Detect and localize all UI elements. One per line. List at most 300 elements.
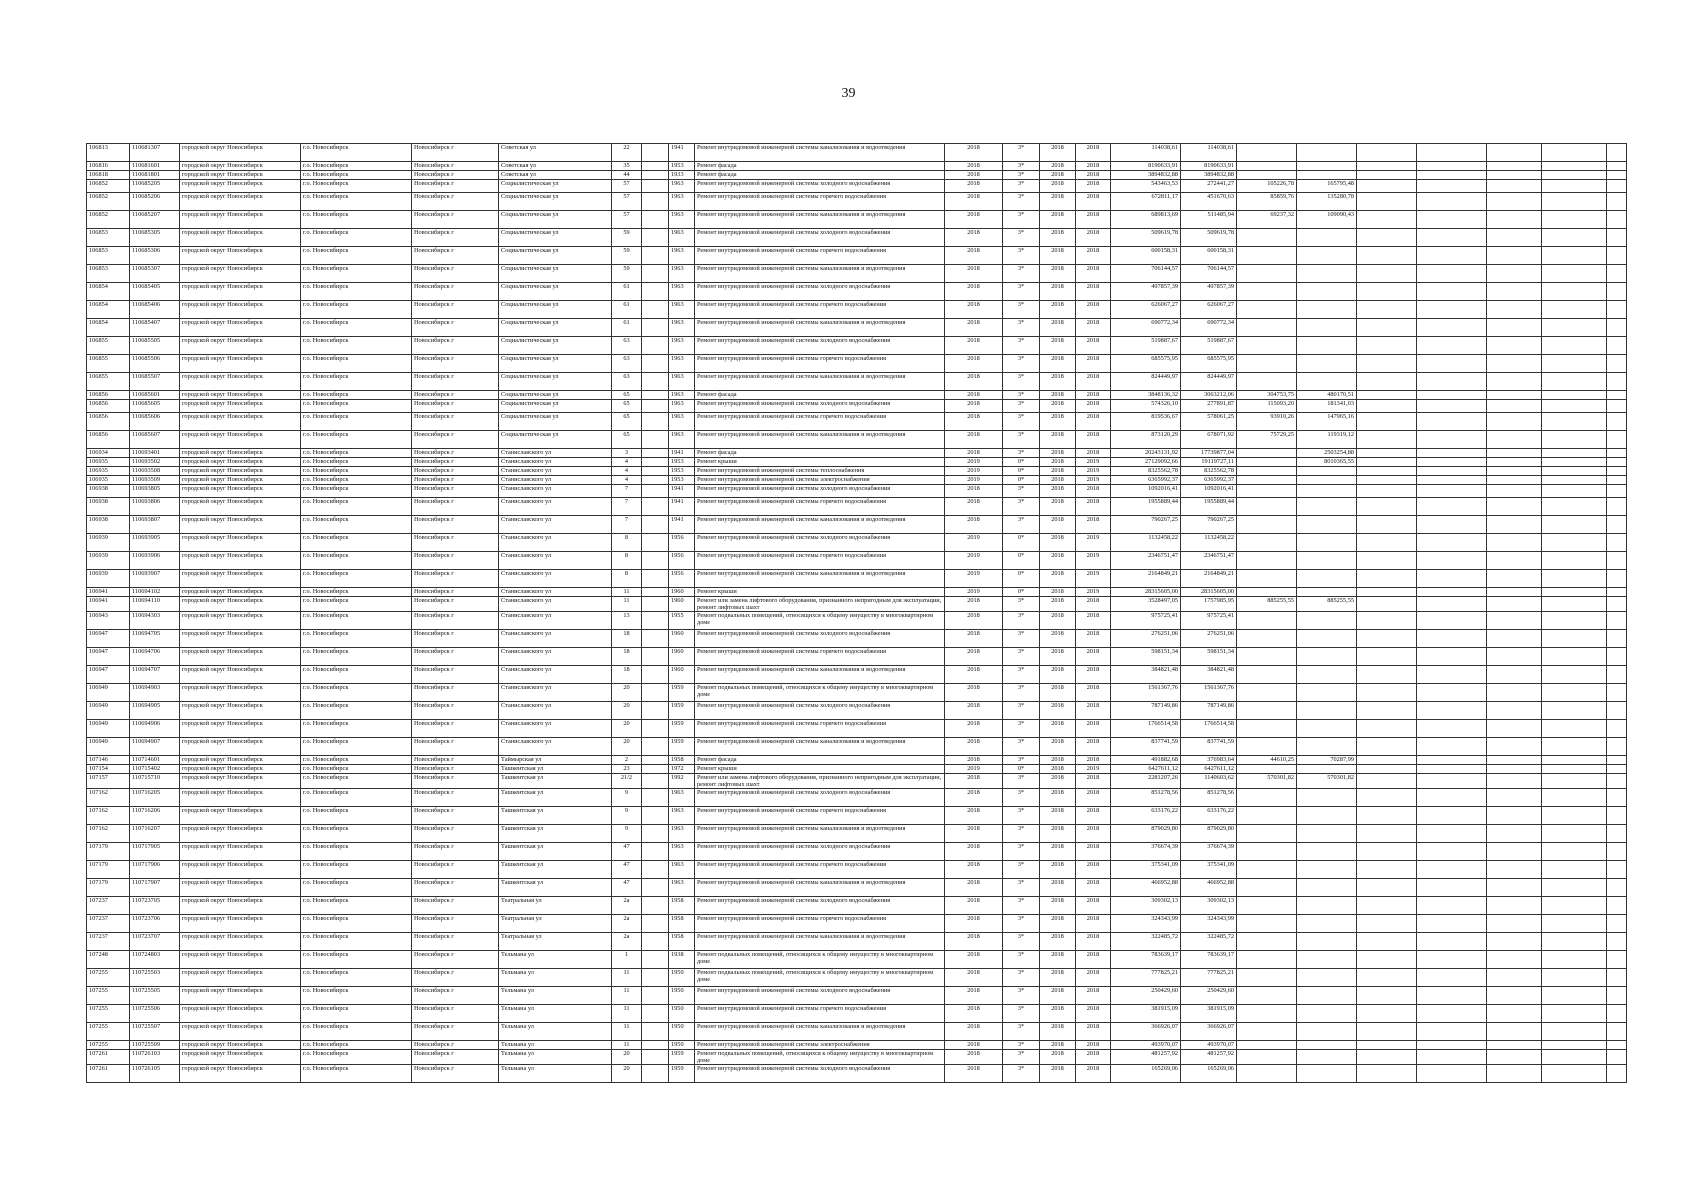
table-cell: Новосибирск г [412, 765, 499, 774]
table-cell: 384821,48 [1111, 666, 1181, 684]
table-cell: 2018 [1076, 413, 1111, 431]
table-cell [1297, 1005, 1357, 1023]
table-cell: 1958 [669, 933, 695, 951]
table-cell [1237, 789, 1297, 807]
table-cell: 2018 [1040, 702, 1076, 720]
table-cell: 20 [612, 684, 642, 702]
table-cell: 2018 [945, 449, 1003, 458]
table-cell: Новосибирск г [412, 570, 499, 588]
table-cell [642, 666, 669, 684]
table-cell [1542, 684, 1607, 702]
table-cell [1357, 570, 1417, 588]
table-cell: Новосибирск г [412, 588, 499, 597]
table-cell: городской округ Новосибирск [180, 969, 301, 987]
table-cell: 110693509 [130, 476, 180, 485]
table-cell: 2018 [945, 933, 1003, 951]
table-cell: 3* [1003, 630, 1040, 648]
table-cell: 110685605 [130, 400, 180, 413]
table-cell [1487, 301, 1542, 319]
table-cell: 2018 [1040, 933, 1076, 951]
table-cell [1542, 612, 1607, 630]
table-cell [642, 1050, 669, 1065]
table-cell [1417, 612, 1487, 630]
table-cell: Ташкентская ул [499, 879, 612, 897]
table-cell: Ташкентская ул [499, 807, 612, 825]
table-cell: 885255,55 [1237, 597, 1297, 612]
table-cell: Ремонт внутридомовой инженерной системы холодного водоснабжения [695, 400, 945, 413]
table-cell: 366926,07 [1181, 1023, 1237, 1041]
table-cell [1487, 774, 1542, 789]
table-cell: 885255,55 [1297, 597, 1357, 612]
table-cell: 2018 [1076, 265, 1111, 283]
table-cell [1487, 467, 1542, 476]
table-cell: 1956 [669, 552, 695, 570]
table-cell: 107179 [87, 879, 130, 897]
table-cell: Ремонт внутридомовой инженерной системы горячего водоснабжения [695, 1005, 945, 1023]
table-cell: Новосибирск г [412, 193, 499, 211]
table-cell: 110694707 [130, 666, 180, 684]
table-cell: Новосибирск г [412, 879, 499, 897]
table-cell: Ремонт или замена лифтового оборудования, признанного непригодным для эксплуатации, ремонт лифтовых шахт [695, 597, 945, 612]
table-cell: 110725509 [130, 1041, 180, 1050]
table-cell: 106939 [87, 570, 130, 588]
table-cell [1357, 612, 1417, 630]
table-cell: Новосибирск г [412, 648, 499, 666]
table-cell [1357, 789, 1417, 807]
table-cell: городской округ Новосибирск [180, 765, 301, 774]
table-cell: 3* [1003, 1005, 1040, 1023]
table-cell: Ремонт внутридомовой инженерной системы канализования и водоотведения [695, 933, 945, 951]
table-cell: 107261 [87, 1065, 130, 1083]
table-cell: Ремонт внутридомовой инженерной системы канализования и водоотведения [695, 825, 945, 843]
table-cell [1297, 247, 1357, 265]
table-row [87, 1005, 1627, 1023]
table-row [87, 193, 1627, 211]
table-row [87, 355, 1627, 373]
table-cell: 777825,21 [1181, 969, 1237, 987]
table-cell: 824449,97 [1181, 373, 1237, 391]
table-cell: 110685205 [130, 180, 180, 193]
table-cell [1237, 247, 1297, 265]
table-cell [1237, 720, 1297, 738]
table-cell [1357, 485, 1417, 498]
table-cell: 2018 [1040, 915, 1076, 933]
table-cell: 493970,07 [1111, 1041, 1181, 1050]
table-cell [1357, 247, 1417, 265]
table-cell [642, 897, 669, 915]
table-cell: г.о. Новосибирск [301, 467, 412, 476]
table-cell [642, 1041, 669, 1050]
table-row [87, 337, 1627, 355]
table-cell: 44610,25 [1237, 756, 1297, 765]
table-cell: 2018 [945, 1023, 1003, 1041]
table-cell: г.о. Новосибирск [301, 825, 412, 843]
table-cell: 6427611,12 [1181, 765, 1237, 774]
table-cell: 1950 [669, 987, 695, 1005]
table-cell: Новосибирск г [412, 373, 499, 391]
table-cell: 1941 [669, 449, 695, 458]
table-cell [1607, 467, 1627, 476]
table-cell: 2018 [1040, 319, 1076, 337]
table-cell [642, 597, 669, 612]
table-cell: 466952,88 [1111, 879, 1181, 897]
table-cell [1357, 373, 1417, 391]
table-cell: 107255 [87, 969, 130, 987]
table-cell [1542, 449, 1607, 458]
table-cell [1487, 413, 1542, 431]
table-cell [1237, 1023, 1297, 1041]
table-cell [1417, 789, 1487, 807]
table-cell: 19119727,11 [1181, 458, 1237, 467]
table-cell: 107261 [87, 1050, 130, 1065]
table-cell [1542, 498, 1607, 516]
table-cell: 2018 [1040, 738, 1076, 756]
table-cell: 3528497,05 [1111, 597, 1181, 612]
table-cell: 2018 [945, 951, 1003, 969]
table-cell [1297, 373, 1357, 391]
table-cell: 20 [612, 738, 642, 756]
table-cell [1417, 229, 1487, 247]
table-row [87, 765, 1627, 774]
table-cell: 2018 [1040, 612, 1076, 630]
table-cell: 277891,87 [1181, 400, 1237, 413]
table-cell: 2018 [945, 211, 1003, 229]
table-cell: 4 [612, 467, 642, 476]
table-cell: 3* [1003, 720, 1040, 738]
table-cell: 2164849,21 [1181, 570, 1237, 588]
table-row [87, 861, 1627, 879]
table-cell: 0* [1003, 570, 1040, 588]
table-cell [1487, 897, 1542, 915]
table-row [87, 485, 1627, 498]
table-cell [1297, 987, 1357, 1005]
table-cell [1237, 1050, 1297, 1065]
table-cell [1487, 720, 1542, 738]
table-cell: 1959 [669, 702, 695, 720]
table-cell [1542, 1065, 1607, 1083]
table-cell: городской округ Новосибирск [180, 1041, 301, 1050]
table-cell: 13 [612, 612, 642, 630]
table-cell: Новосибирск г [412, 229, 499, 247]
table-cell: 2018 [1040, 337, 1076, 355]
table-cell: 2018 [1040, 756, 1076, 765]
table-cell: 44 [612, 171, 642, 180]
table-cell [1297, 1023, 1357, 1041]
table-cell [642, 969, 669, 987]
table-cell [1607, 301, 1627, 319]
table-cell: Социалистическая ул [499, 265, 612, 283]
table-cell: 2018 [1040, 467, 1076, 476]
table-cell [1487, 1050, 1542, 1065]
table-cell [642, 951, 669, 969]
table-cell: городской округ Новосибирск [180, 355, 301, 373]
table-cell: Новосибирск г [412, 400, 499, 413]
table-cell: 3* [1003, 265, 1040, 283]
table-cell: 110685307 [130, 265, 180, 283]
table-cell [1542, 774, 1607, 789]
table-cell: 2018 [1076, 193, 1111, 211]
table-cell [1542, 476, 1607, 485]
table-cell [1542, 570, 1607, 588]
table-cell [1487, 373, 1542, 391]
table-cell: 3* [1003, 1041, 1040, 1050]
table-cell [1542, 1050, 1607, 1065]
table-cell [1417, 666, 1487, 684]
table-cell: 689813,69 [1111, 211, 1181, 229]
table-row [87, 738, 1627, 756]
table-cell: Ремонт внутридомовой инженерной системы канализования и водоотведения [695, 738, 945, 756]
table-cell: 17739877,04 [1181, 449, 1237, 458]
table-cell: 106949 [87, 702, 130, 720]
table-cell [1357, 476, 1417, 485]
table-cell [642, 825, 669, 843]
table-cell [1542, 765, 1607, 774]
table-cell: Ремонт фасада [695, 162, 945, 171]
table-cell: 20243131,92 [1111, 449, 1181, 458]
table-row [87, 969, 1627, 987]
table-cell [1237, 666, 1297, 684]
table-cell: Ремонт внутридомовой инженерной системы теплоснабжения [695, 467, 945, 476]
table-cell [1237, 467, 1297, 476]
table-cell: 3* [1003, 319, 1040, 337]
table-cell: 2018 [1076, 738, 1111, 756]
table-row [87, 319, 1627, 337]
table-cell: 2018 [1076, 684, 1111, 702]
table-cell [642, 458, 669, 467]
table-cell: 2281207,26 [1111, 774, 1181, 789]
table-cell: 6365992,37 [1181, 476, 1237, 485]
table-cell: городской округ Новосибирск [180, 144, 301, 162]
table-cell: Станиславского ул [499, 534, 612, 552]
table-cell: Социалистическая ул [499, 400, 612, 413]
table-cell: Социалистическая ул [499, 355, 612, 373]
table-cell: Новосибирск г [412, 485, 499, 498]
table-cell: 3* [1003, 843, 1040, 861]
table-cell: 7 [612, 516, 642, 534]
table-cell [1357, 774, 1417, 789]
table-cell [1607, 180, 1627, 193]
table-cell: 2018 [1040, 684, 1076, 702]
table-cell: 110717905 [130, 843, 180, 861]
register-table [86, 143, 1627, 1083]
table-cell [1487, 879, 1542, 897]
table-cell: 1561367,76 [1181, 684, 1237, 702]
table-cell [642, 789, 669, 807]
table-cell [1357, 987, 1417, 1005]
table-cell: г.о. Новосибирск [301, 516, 412, 534]
table-cell: г.о. Новосибирск [301, 283, 412, 301]
table-cell: 2а [612, 933, 642, 951]
table-cell: 106941 [87, 588, 130, 597]
table-cell: 1963 [669, 843, 695, 861]
table-cell [642, 987, 669, 1005]
table-cell: 9 [612, 807, 642, 825]
table-cell: 626067,27 [1181, 301, 1237, 319]
table-cell: Новосибирск г [412, 476, 499, 485]
table-cell [1357, 516, 1417, 534]
table-cell [1237, 265, 1297, 283]
table-cell: 2018 [1076, 789, 1111, 807]
table-cell: Новосибирск г [412, 756, 499, 765]
table-cell [1487, 597, 1542, 612]
table-cell: г.о. Новосибирск [301, 144, 412, 162]
table-cell: 1955889,44 [1181, 498, 1237, 516]
table-cell: 2018 [1040, 144, 1076, 162]
table-cell [1417, 162, 1487, 171]
table-cell: 322485,72 [1181, 933, 1237, 951]
table-cell: 2019 [1076, 552, 1111, 570]
table-cell: 47 [612, 861, 642, 879]
table-cell: Ремонт подвальных помещений, относящихся к общему имуществу в многоквартирном доме [695, 969, 945, 987]
table-cell: 2018 [1040, 774, 1076, 789]
table-cell [1607, 933, 1627, 951]
table-cell: 2018 [1076, 171, 1111, 180]
table-cell [1607, 774, 1627, 789]
table-cell: 633176,22 [1111, 807, 1181, 825]
table-cell [1297, 265, 1357, 283]
table-cell: 3* [1003, 969, 1040, 987]
table-cell: г.о. Новосибирск [301, 373, 412, 391]
table-cell: 11 [612, 1005, 642, 1023]
table-cell: 519887,67 [1111, 337, 1181, 355]
table-cell [1237, 144, 1297, 162]
table-cell: 110716205 [130, 789, 180, 807]
table-cell: Тельмана ул [499, 1041, 612, 1050]
table-cell [1607, 765, 1627, 774]
table-cell: 1959 [669, 684, 695, 702]
table-cell [1417, 588, 1487, 597]
table-cell: 2018 [945, 400, 1003, 413]
table-cell: 107179 [87, 843, 130, 861]
table-cell: Советская ул [499, 162, 612, 171]
table-cell: 110694102 [130, 588, 180, 597]
table-cell: Новосибирск г [412, 720, 499, 738]
table-cell: 3* [1003, 162, 1040, 171]
table-cell [1417, 756, 1487, 765]
table-cell: 2018 [1040, 229, 1076, 247]
table-cell [642, 534, 669, 552]
table-cell: Ремонт внутридомовой инженерной системы холодного водоснабжения [695, 987, 945, 1005]
table-cell [1417, 738, 1487, 756]
table-cell: 110693502 [130, 458, 180, 467]
table-cell: 2019 [945, 534, 1003, 552]
table-cell: Ремонт внутридомовой инженерной системы холодного водоснабжения [695, 630, 945, 648]
table-cell: 107255 [87, 987, 130, 1005]
table-cell [1357, 756, 1417, 765]
table-cell [1357, 933, 1417, 951]
table-cell: 6427611,12 [1111, 765, 1181, 774]
table-cell: 2018 [1040, 355, 1076, 373]
table-cell: 3* [1003, 897, 1040, 915]
table-cell [642, 301, 669, 319]
table-cell [1607, 612, 1627, 630]
table-cell [1607, 373, 1627, 391]
table-cell: 110694706 [130, 648, 180, 666]
table-cell [642, 630, 669, 648]
table-row [87, 756, 1627, 765]
table-cell [1487, 476, 1542, 485]
table-cell [1297, 301, 1357, 319]
table-cell: 2018 [1076, 301, 1111, 319]
table-cell [1542, 373, 1607, 391]
table-cell: 0* [1003, 765, 1040, 774]
table-cell: Новосибирск г [412, 516, 499, 534]
table-cell: Новосибирск г [412, 825, 499, 843]
table-cell: 626067,27 [1111, 301, 1181, 319]
table-cell: 2018 [1076, 337, 1111, 355]
table-cell: 47 [612, 879, 642, 897]
table-cell: 1953 [669, 467, 695, 476]
table-cell: 2019 [945, 476, 1003, 485]
table-cell: г.о. Новосибирск [301, 933, 412, 951]
table-cell [1357, 552, 1417, 570]
table-cell: 75729,25 [1237, 431, 1297, 449]
table-cell: 11 [612, 1023, 642, 1041]
table-cell [1542, 171, 1607, 180]
table-cell: 2018 [1040, 180, 1076, 193]
table-cell: Социалистическая ул [499, 391, 612, 400]
table-cell: 2018 [1040, 1065, 1076, 1083]
table-cell [1542, 413, 1607, 431]
table-cell: 3* [1003, 283, 1040, 301]
table-cell [642, 162, 669, 171]
table-cell [642, 476, 669, 485]
table-cell: 3* [1003, 400, 1040, 413]
table-cell: 975725,41 [1181, 612, 1237, 630]
table-cell [1357, 144, 1417, 162]
table-cell: 276251,06 [1181, 630, 1237, 648]
table-cell [1487, 162, 1542, 171]
table-cell: 685575,95 [1181, 355, 1237, 373]
table-cell [1607, 193, 1627, 211]
table-cell [1487, 915, 1542, 933]
table-cell: 1963 [669, 879, 695, 897]
table-cell: 2018 [1040, 283, 1076, 301]
table-cell: 2018 [1076, 897, 1111, 915]
table-cell [1297, 879, 1357, 897]
table-cell: г.о. Новосибирск [301, 765, 412, 774]
table-cell [1417, 391, 1487, 400]
table-cell [1237, 588, 1297, 597]
table-cell: Ремонт внутридомовой инженерной системы канализования и водоотведения [695, 373, 945, 391]
table-cell: 2018 [1076, 162, 1111, 171]
table-cell [1237, 355, 1297, 373]
table-cell [1487, 630, 1542, 648]
table-cell: городской округ Новосибирск [180, 843, 301, 861]
table-cell: 1953 [669, 458, 695, 467]
table-cell: г.о. Новосибирск [301, 597, 412, 612]
table-cell [1297, 843, 1357, 861]
table-cell [1417, 1050, 1487, 1065]
table-cell [1357, 400, 1417, 413]
table-row [87, 1065, 1627, 1083]
table-cell [1297, 144, 1357, 162]
table-cell: городской округ Новосибирск [180, 391, 301, 400]
table-cell: 2018 [1040, 666, 1076, 684]
table-cell: Ташкентская ул [499, 789, 612, 807]
table-cell [642, 516, 669, 534]
table-cell: 2018 [1040, 516, 1076, 534]
table-cell: 2018 [1040, 861, 1076, 879]
table-cell [1487, 1023, 1542, 1041]
table-cell [1417, 301, 1487, 319]
table-cell [1237, 485, 1297, 498]
table-cell [1357, 702, 1417, 720]
table-cell: 2018 [1076, 756, 1111, 765]
table-cell [1487, 552, 1542, 570]
table-cell: 1950 [669, 1005, 695, 1023]
table-cell [642, 391, 669, 400]
